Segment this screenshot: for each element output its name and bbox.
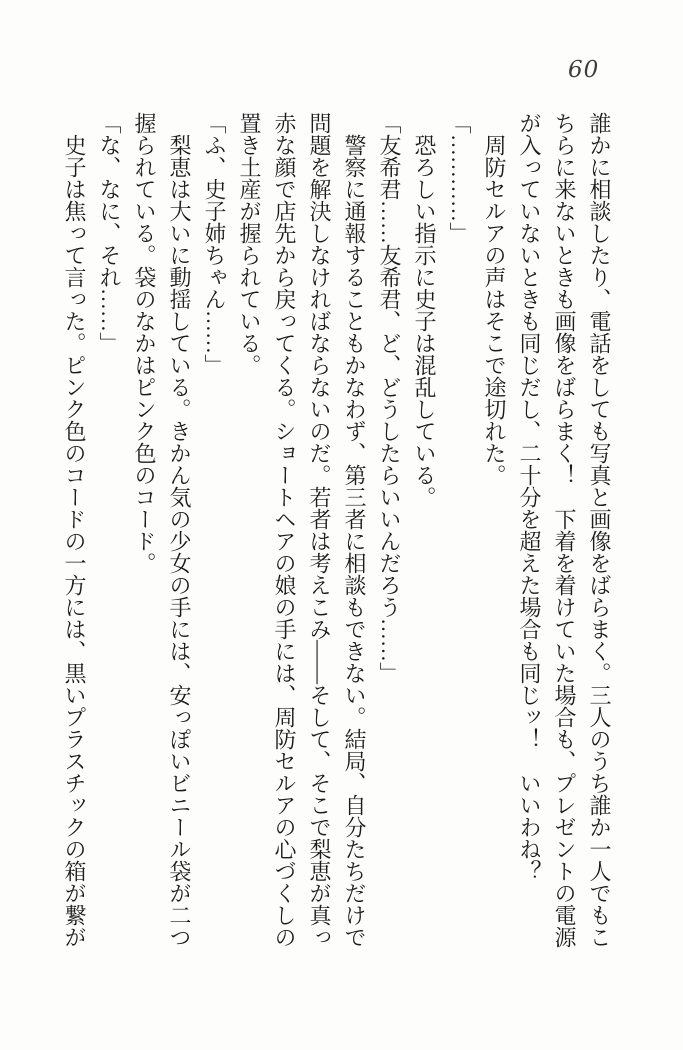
text-line: 恐ろしい指示に史子は混乱している。	[412, 134, 437, 508]
text-line: 梨恵は大いに動揺している。きかん気の少女の手には、安っぽいビニール袋が二つ握られている。袋のなかはピンク色のコード。	[132, 112, 192, 948]
text-line: 「な、なに、それ……」	[97, 112, 122, 354]
text-line: 「ふ、史子姉ちゃん……」	[202, 112, 227, 376]
text-line: 周防セルアの声はそこで途切れた。	[482, 134, 507, 486]
page-number: 60	[568, 57, 600, 83]
text-line: 「…………」	[447, 112, 472, 244]
text-line: 誰かに相談したり、電話をしても写真と画像をばらまく。三人のうち誰か一人でもこちらに来ないときも画像をばらまく！ 下着を着けていた場合も、プレゼントの電源が入っていないときも同じだし、二十分を超えた場合も同じッ！ いいわね？	[517, 112, 612, 948]
text-line: 警察に通報することもかなわず、第三者に相談もできない。結局、自分たちだけで問題を解決しなければならないのだ。若者は考えこみ――そして、そこで梨恵が真っ赤な顔で店先から戻ってくる。ショートヘアの娘の手には、周防セルアの心づくしの置き土産が握られている。	[237, 112, 367, 948]
text-line: 「友希君……友希君、ど、どうしたらいいんだろう……」	[377, 112, 402, 684]
text-line: 史子は焦って言った。ピンク色のコードの一方には、黒いプラスチックの箱が繋が	[62, 134, 87, 948]
novel-text-block	[57, 112, 617, 948]
